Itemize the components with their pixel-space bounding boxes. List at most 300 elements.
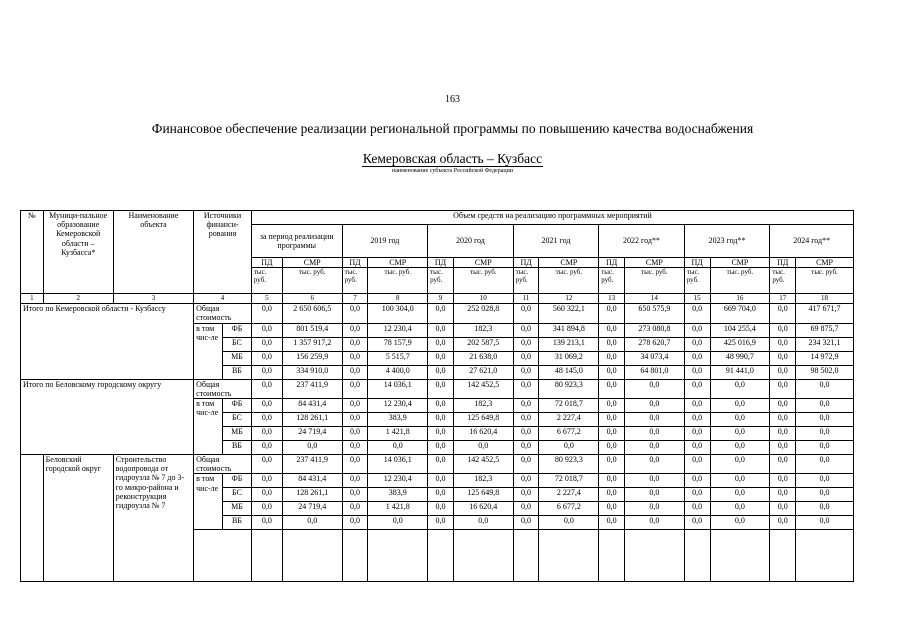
financing-table: [20, 210, 854, 582]
empty-cell: [368, 530, 428, 582]
value-cell: 69 875,7: [796, 323, 854, 337]
value-cell: 0,0: [599, 337, 625, 351]
value-cell: 0,0: [251, 502, 282, 516]
value-cell: 0,0: [342, 488, 368, 502]
value-cell: 0,0: [710, 379, 770, 398]
value-cell: 14 972,9: [796, 351, 854, 365]
value-cell: 0,0: [599, 474, 625, 488]
value-cell: 0,0: [624, 516, 684, 530]
value-cell: 0,0: [539, 516, 599, 530]
header-smr: СМР: [796, 258, 854, 268]
source-code: ВБ: [223, 440, 252, 454]
value-cell: 0,0: [624, 379, 684, 398]
value-cell: 0,0: [513, 337, 539, 351]
value-cell: 0,0: [513, 304, 539, 323]
value-cell: 0,0: [539, 440, 599, 454]
value-cell: 0,0: [251, 426, 282, 440]
value-cell: 0,0: [342, 337, 368, 351]
page-number: 163: [445, 94, 460, 105]
empty-cell: [513, 530, 539, 582]
value-cell: 72 018,7: [539, 398, 599, 412]
value-cell: 0,0: [710, 426, 770, 440]
value-cell: 278 620,7: [624, 337, 684, 351]
column-number: 1: [21, 294, 44, 304]
value-cell: 72 018,7: [539, 474, 599, 488]
value-cell: 0,0: [770, 337, 796, 351]
incl-label: в том чис-ле: [194, 474, 223, 530]
table-body: [21, 304, 854, 582]
value-cell: 34 073,4: [624, 351, 684, 365]
value-cell: 0,0: [684, 398, 710, 412]
value-cell: 84 431,4: [282, 474, 342, 488]
value-cell: 0,0: [342, 454, 368, 473]
value-cell: 1 357 917,2: [282, 337, 342, 351]
value-cell: 0,0: [624, 440, 684, 454]
value-cell: 0,0: [342, 323, 368, 337]
incl-label: в том чис-ле: [194, 323, 223, 379]
value-cell: 27 621,0: [453, 365, 513, 379]
value-cell: 0,0: [710, 474, 770, 488]
value-cell: 0,0: [513, 474, 539, 488]
value-cell: 0,0: [513, 440, 539, 454]
value-cell: 21 638,0: [453, 351, 513, 365]
value-cell: 0,0: [428, 398, 454, 412]
empty-cell: [539, 530, 599, 582]
value-cell: 0,0: [513, 379, 539, 398]
header-sources: Источники финанси-рования: [194, 211, 252, 294]
column-number: 2: [43, 294, 113, 304]
region-note: наименование субъекта Российской Федерации: [391, 168, 514, 174]
value-cell: 0,0: [428, 454, 454, 473]
header-period: 2022 год**: [599, 225, 685, 258]
value-cell: 0,0: [453, 516, 513, 530]
header-municipality: Муници-пальное образование Кемеровской области – Кузбасса*: [43, 211, 113, 294]
value-cell: 0,0: [513, 426, 539, 440]
value-cell: 0,0: [428, 337, 454, 351]
value-cell: 0,0: [684, 426, 710, 440]
block-label: Итого по Беловскому городскому округу: [21, 379, 194, 454]
value-cell: 0,0: [342, 412, 368, 426]
value-cell: 0,0: [770, 304, 796, 323]
source-code: ВБ: [223, 365, 252, 379]
value-cell: 0,0: [251, 323, 282, 337]
value-cell: 0,0: [770, 516, 796, 530]
column-number: 15: [684, 294, 710, 304]
value-cell: 0,0: [770, 454, 796, 473]
value-cell: 16 620,4: [453, 426, 513, 440]
value-cell: 0,0: [251, 488, 282, 502]
value-cell: 182,3: [453, 323, 513, 337]
value-cell: 12 230,4: [368, 323, 428, 337]
value-cell: 202 587,5: [453, 337, 513, 351]
value-cell: 5 515,7: [368, 351, 428, 365]
value-cell: 0,0: [251, 351, 282, 365]
value-cell: 0,0: [599, 365, 625, 379]
value-cell: 0,0: [684, 365, 710, 379]
value-cell: 0,0: [770, 379, 796, 398]
header-unit-smr: тыс. руб.: [796, 268, 854, 294]
value-cell: 425 016,9: [710, 337, 770, 351]
header-unit-smr: тыс. руб.: [539, 268, 599, 294]
table-row: [21, 454, 854, 473]
value-cell: 0,0: [770, 365, 796, 379]
value-cell: 0,0: [599, 351, 625, 365]
source-code: БС: [223, 488, 252, 502]
value-cell: 139 213,1: [539, 337, 599, 351]
value-cell: 0,0: [342, 516, 368, 530]
value-cell: 0,0: [770, 426, 796, 440]
table-row: [21, 379, 854, 398]
value-cell: 0,0: [624, 412, 684, 426]
value-cell: 0,0: [251, 337, 282, 351]
header-unit-pd: тыс. руб.: [770, 268, 796, 294]
value-cell: 0,0: [428, 379, 454, 398]
column-number: 13: [599, 294, 625, 304]
value-cell: 0,0: [342, 426, 368, 440]
block-label: Итого по Кемеровской области - Кузбассу: [21, 304, 194, 379]
value-cell: 0,0: [710, 440, 770, 454]
value-cell: 560 322,1: [539, 304, 599, 323]
value-cell: 0,0: [342, 304, 368, 323]
column-number: 8: [368, 294, 428, 304]
value-cell: 0,0: [251, 454, 282, 473]
value-cell: 383,9: [368, 488, 428, 502]
column-number: 17: [770, 294, 796, 304]
value-cell: 0,0: [624, 488, 684, 502]
value-cell: 0,0: [513, 516, 539, 530]
header-unit-pd: тыс. руб.: [251, 268, 282, 294]
value-cell: 0,0: [796, 398, 854, 412]
column-number: 18: [796, 294, 854, 304]
source-code: ФБ: [223, 398, 252, 412]
value-cell: 0,0: [513, 412, 539, 426]
column-number: 16: [710, 294, 770, 304]
value-cell: 234 321,1: [796, 337, 854, 351]
value-cell: 0,0: [428, 323, 454, 337]
empty-cell: [194, 530, 252, 582]
value-cell: 98 502,0: [796, 365, 854, 379]
value-cell: 12 230,4: [368, 398, 428, 412]
value-cell: 383,9: [368, 412, 428, 426]
value-cell: 0,0: [251, 398, 282, 412]
header-smr: СМР: [624, 258, 684, 268]
value-cell: 0,0: [368, 516, 428, 530]
value-cell: 182,3: [453, 474, 513, 488]
value-cell: 0,0: [513, 351, 539, 365]
header-period: 2021 год: [513, 225, 599, 258]
value-cell: 0,0: [684, 474, 710, 488]
value-cell: 0,0: [684, 351, 710, 365]
header-unit-pd: тыс. руб.: [599, 268, 625, 294]
empty-cell: [684, 530, 710, 582]
value-cell: 6 677,2: [539, 426, 599, 440]
region-name-text: Кемеровская область – Кузбасс: [362, 151, 543, 166]
value-cell: 237 411,9: [282, 379, 342, 398]
value-cell: 0,0: [710, 454, 770, 473]
total-label: Общая стоимость: [194, 304, 252, 323]
header-pd: ПД: [513, 258, 539, 268]
value-cell: 0,0: [796, 516, 854, 530]
column-number: 4: [194, 294, 252, 304]
empty-cell: [453, 530, 513, 582]
value-cell: 0,0: [599, 412, 625, 426]
empty-cell: [342, 530, 368, 582]
source-code: МБ: [223, 502, 252, 516]
value-cell: 0,0: [368, 440, 428, 454]
value-cell: 0,0: [599, 323, 625, 337]
value-cell: 341 894,8: [539, 323, 599, 337]
value-cell: 0,0: [599, 379, 625, 398]
value-cell: 0,0: [428, 365, 454, 379]
value-cell: 182,3: [453, 398, 513, 412]
value-cell: 48 145,0: [539, 365, 599, 379]
value-cell: 48 990,7: [710, 351, 770, 365]
value-cell: 0,0: [796, 412, 854, 426]
column-number: 12: [539, 294, 599, 304]
value-cell: 24 719,4: [282, 426, 342, 440]
value-cell: 2 227,4: [539, 488, 599, 502]
value-cell: 0,0: [770, 488, 796, 502]
header-unit-smr: тыс. руб.: [710, 268, 770, 294]
header-pd: ПД: [684, 258, 710, 268]
value-cell: 0,0: [599, 516, 625, 530]
value-cell: 0,0: [513, 398, 539, 412]
value-cell: 6 677,2: [539, 502, 599, 516]
value-cell: 0,0: [770, 474, 796, 488]
value-cell: 128 261,1: [282, 488, 342, 502]
value-cell: 31 069,2: [539, 351, 599, 365]
source-code: БС: [223, 337, 252, 351]
column-number: 6: [282, 294, 342, 304]
value-cell: 0,0: [796, 426, 854, 440]
value-cell: 78 157,9: [368, 337, 428, 351]
value-cell: 0,0: [251, 516, 282, 530]
value-cell: 0,0: [796, 440, 854, 454]
value-cell: 24 719,4: [282, 502, 342, 516]
value-cell: 0,0: [684, 337, 710, 351]
value-cell: 2 227,4: [539, 412, 599, 426]
object-name: Строительство водопровода от гидроузла № 7 до 3-го микро-района и реконструкция гидроузла № 7: [113, 454, 193, 581]
incl-label: в том чис-ле: [194, 398, 223, 454]
header-num: №: [21, 211, 44, 294]
empty-cell: [624, 530, 684, 582]
empty-cell: [428, 530, 454, 582]
header-unit-smr: тыс. руб.: [368, 268, 428, 294]
document-title: Финансовое обеспечение реализации региональной программы по повышению качества водоснабжения: [151, 121, 754, 136]
value-cell: 0,0: [624, 426, 684, 440]
column-number: 11: [513, 294, 539, 304]
value-cell: 0,0: [513, 454, 539, 473]
value-cell: 0,0: [599, 304, 625, 323]
value-cell: 0,0: [342, 398, 368, 412]
source-code: БС: [223, 412, 252, 426]
value-cell: 0,0: [282, 440, 342, 454]
value-cell: 0,0: [624, 454, 684, 473]
empty-cell: [710, 530, 770, 582]
header-smr: СМР: [282, 258, 342, 268]
total-label: Общая стоимость: [194, 379, 252, 398]
value-cell: 0,0: [796, 502, 854, 516]
header-period: 2020 год: [428, 225, 514, 258]
header-unit-smr: тыс. руб.: [453, 268, 513, 294]
header-unit-smr: тыс. руб.: [282, 268, 342, 294]
value-cell: 0,0: [599, 502, 625, 516]
value-cell: 0,0: [684, 440, 710, 454]
value-cell: 0,0: [710, 488, 770, 502]
column-number: 14: [624, 294, 684, 304]
value-cell: 237 411,9: [282, 454, 342, 473]
value-cell: 0,0: [684, 379, 710, 398]
value-cell: 0,0: [624, 474, 684, 488]
value-cell: 0,0: [251, 365, 282, 379]
value-cell: 0,0: [710, 502, 770, 516]
value-cell: 0,0: [684, 412, 710, 426]
header-period: 2019 год: [342, 225, 428, 258]
value-cell: 0,0: [428, 426, 454, 440]
value-cell: 1 421,8: [368, 426, 428, 440]
header-unit-pd: тыс. руб.: [342, 268, 368, 294]
value-cell: 0,0: [342, 379, 368, 398]
empty-cell: [251, 530, 282, 582]
value-cell: 80 923,3: [539, 454, 599, 473]
value-cell: 128 261,1: [282, 412, 342, 426]
column-number: 3: [113, 294, 193, 304]
header-smr: СМР: [539, 258, 599, 268]
value-cell: 142 452,5: [453, 454, 513, 473]
value-cell: 0,0: [342, 440, 368, 454]
column-number: 9: [428, 294, 454, 304]
source-code: ВБ: [223, 516, 252, 530]
value-cell: 125 649,8: [453, 412, 513, 426]
value-cell: 0,0: [251, 440, 282, 454]
value-cell: 91 441,0: [710, 365, 770, 379]
value-cell: 12 230,4: [368, 474, 428, 488]
value-cell: 0,0: [796, 474, 854, 488]
value-cell: 0,0: [342, 502, 368, 516]
source-code: ФБ: [223, 323, 252, 337]
value-cell: 0,0: [428, 412, 454, 426]
value-cell: 0,0: [770, 412, 796, 426]
value-cell: 104 255,4: [710, 323, 770, 337]
header-pd: ПД: [251, 258, 282, 268]
value-cell: 0,0: [770, 502, 796, 516]
value-cell: 0,0: [770, 323, 796, 337]
value-cell: 0,0: [282, 516, 342, 530]
table-row: [21, 304, 854, 323]
value-cell: 100 304,0: [368, 304, 428, 323]
value-cell: 16 620,4: [453, 502, 513, 516]
value-cell: 0,0: [796, 379, 854, 398]
header-period: 2024 год**: [770, 225, 854, 258]
value-cell: 0,0: [251, 412, 282, 426]
value-cell: 0,0: [342, 365, 368, 379]
table-header: [21, 211, 854, 304]
empty-cell: [599, 530, 625, 582]
header-volume: Объем средств на реализацию программных мероприятий: [251, 211, 853, 225]
value-cell: 0,0: [513, 502, 539, 516]
value-cell: 0,0: [428, 351, 454, 365]
empty-cell: [796, 530, 854, 582]
value-cell: 0,0: [513, 323, 539, 337]
header-period: 2023 год**: [684, 225, 770, 258]
value-cell: 0,0: [428, 440, 454, 454]
header-unit-pd: тыс. руб.: [684, 268, 710, 294]
value-cell: 417 671,7: [796, 304, 854, 323]
value-cell: 156 259,9: [282, 351, 342, 365]
value-cell: 0,0: [599, 398, 625, 412]
value-cell: 0,0: [251, 304, 282, 323]
header-unit-pd: тыс. руб.: [513, 268, 539, 294]
value-cell: 14 036,1: [368, 379, 428, 398]
value-cell: 0,0: [599, 440, 625, 454]
value-cell: 0,0: [599, 426, 625, 440]
value-cell: 125 649,8: [453, 488, 513, 502]
header-pd: ПД: [599, 258, 625, 268]
value-cell: 0,0: [428, 516, 454, 530]
header-smr: СМР: [368, 258, 428, 268]
value-cell: 0,0: [453, 440, 513, 454]
column-number: 5: [251, 294, 282, 304]
source-code: ФБ: [223, 474, 252, 488]
header-pd: ПД: [428, 258, 454, 268]
source-code: МБ: [223, 351, 252, 365]
value-cell: 0,0: [624, 398, 684, 412]
value-cell: 0,0: [684, 502, 710, 516]
column-number: 10: [453, 294, 513, 304]
value-cell: 0,0: [599, 454, 625, 473]
value-cell: 80 923,3: [539, 379, 599, 398]
value-cell: 669 704,0: [710, 304, 770, 323]
value-cell: 0,0: [684, 304, 710, 323]
value-cell: 14 036,1: [368, 454, 428, 473]
value-cell: 0,0: [684, 323, 710, 337]
value-cell: 4 400,0: [368, 365, 428, 379]
value-cell: 0,0: [428, 304, 454, 323]
value-cell: 801 519,4: [282, 323, 342, 337]
value-cell: 0,0: [796, 488, 854, 502]
value-cell: 650 575,9: [624, 304, 684, 323]
value-cell: 0,0: [796, 454, 854, 473]
total-label: Общая стоимость: [194, 454, 252, 473]
value-cell: 1 421,8: [368, 502, 428, 516]
value-cell: 0,0: [770, 351, 796, 365]
header-smr: СМР: [710, 258, 770, 268]
header-unit-smr: тыс. руб.: [624, 268, 684, 294]
value-cell: 0,0: [513, 365, 539, 379]
value-cell: 0,0: [428, 488, 454, 502]
value-cell: 84 431,4: [282, 398, 342, 412]
column-number: 7: [342, 294, 368, 304]
header-pd: ПД: [770, 258, 796, 268]
object-num: [21, 454, 44, 581]
header-pd: ПД: [342, 258, 368, 268]
value-cell: 0,0: [599, 488, 625, 502]
value-cell: 0,0: [251, 379, 282, 398]
region-name: [0, 151, 905, 167]
value-cell: 0,0: [770, 398, 796, 412]
value-cell: 0,0: [684, 454, 710, 473]
value-cell: 0,0: [342, 351, 368, 365]
value-cell: 273 080,8: [624, 323, 684, 337]
value-cell: 0,0: [428, 502, 454, 516]
value-cell: 334 910,0: [282, 365, 342, 379]
value-cell: 0,0: [710, 516, 770, 530]
header-smr: СМР: [453, 258, 513, 268]
value-cell: 0,0: [513, 488, 539, 502]
value-cell: 0,0: [251, 474, 282, 488]
value-cell: 0,0: [710, 412, 770, 426]
value-cell: 0,0: [428, 474, 454, 488]
